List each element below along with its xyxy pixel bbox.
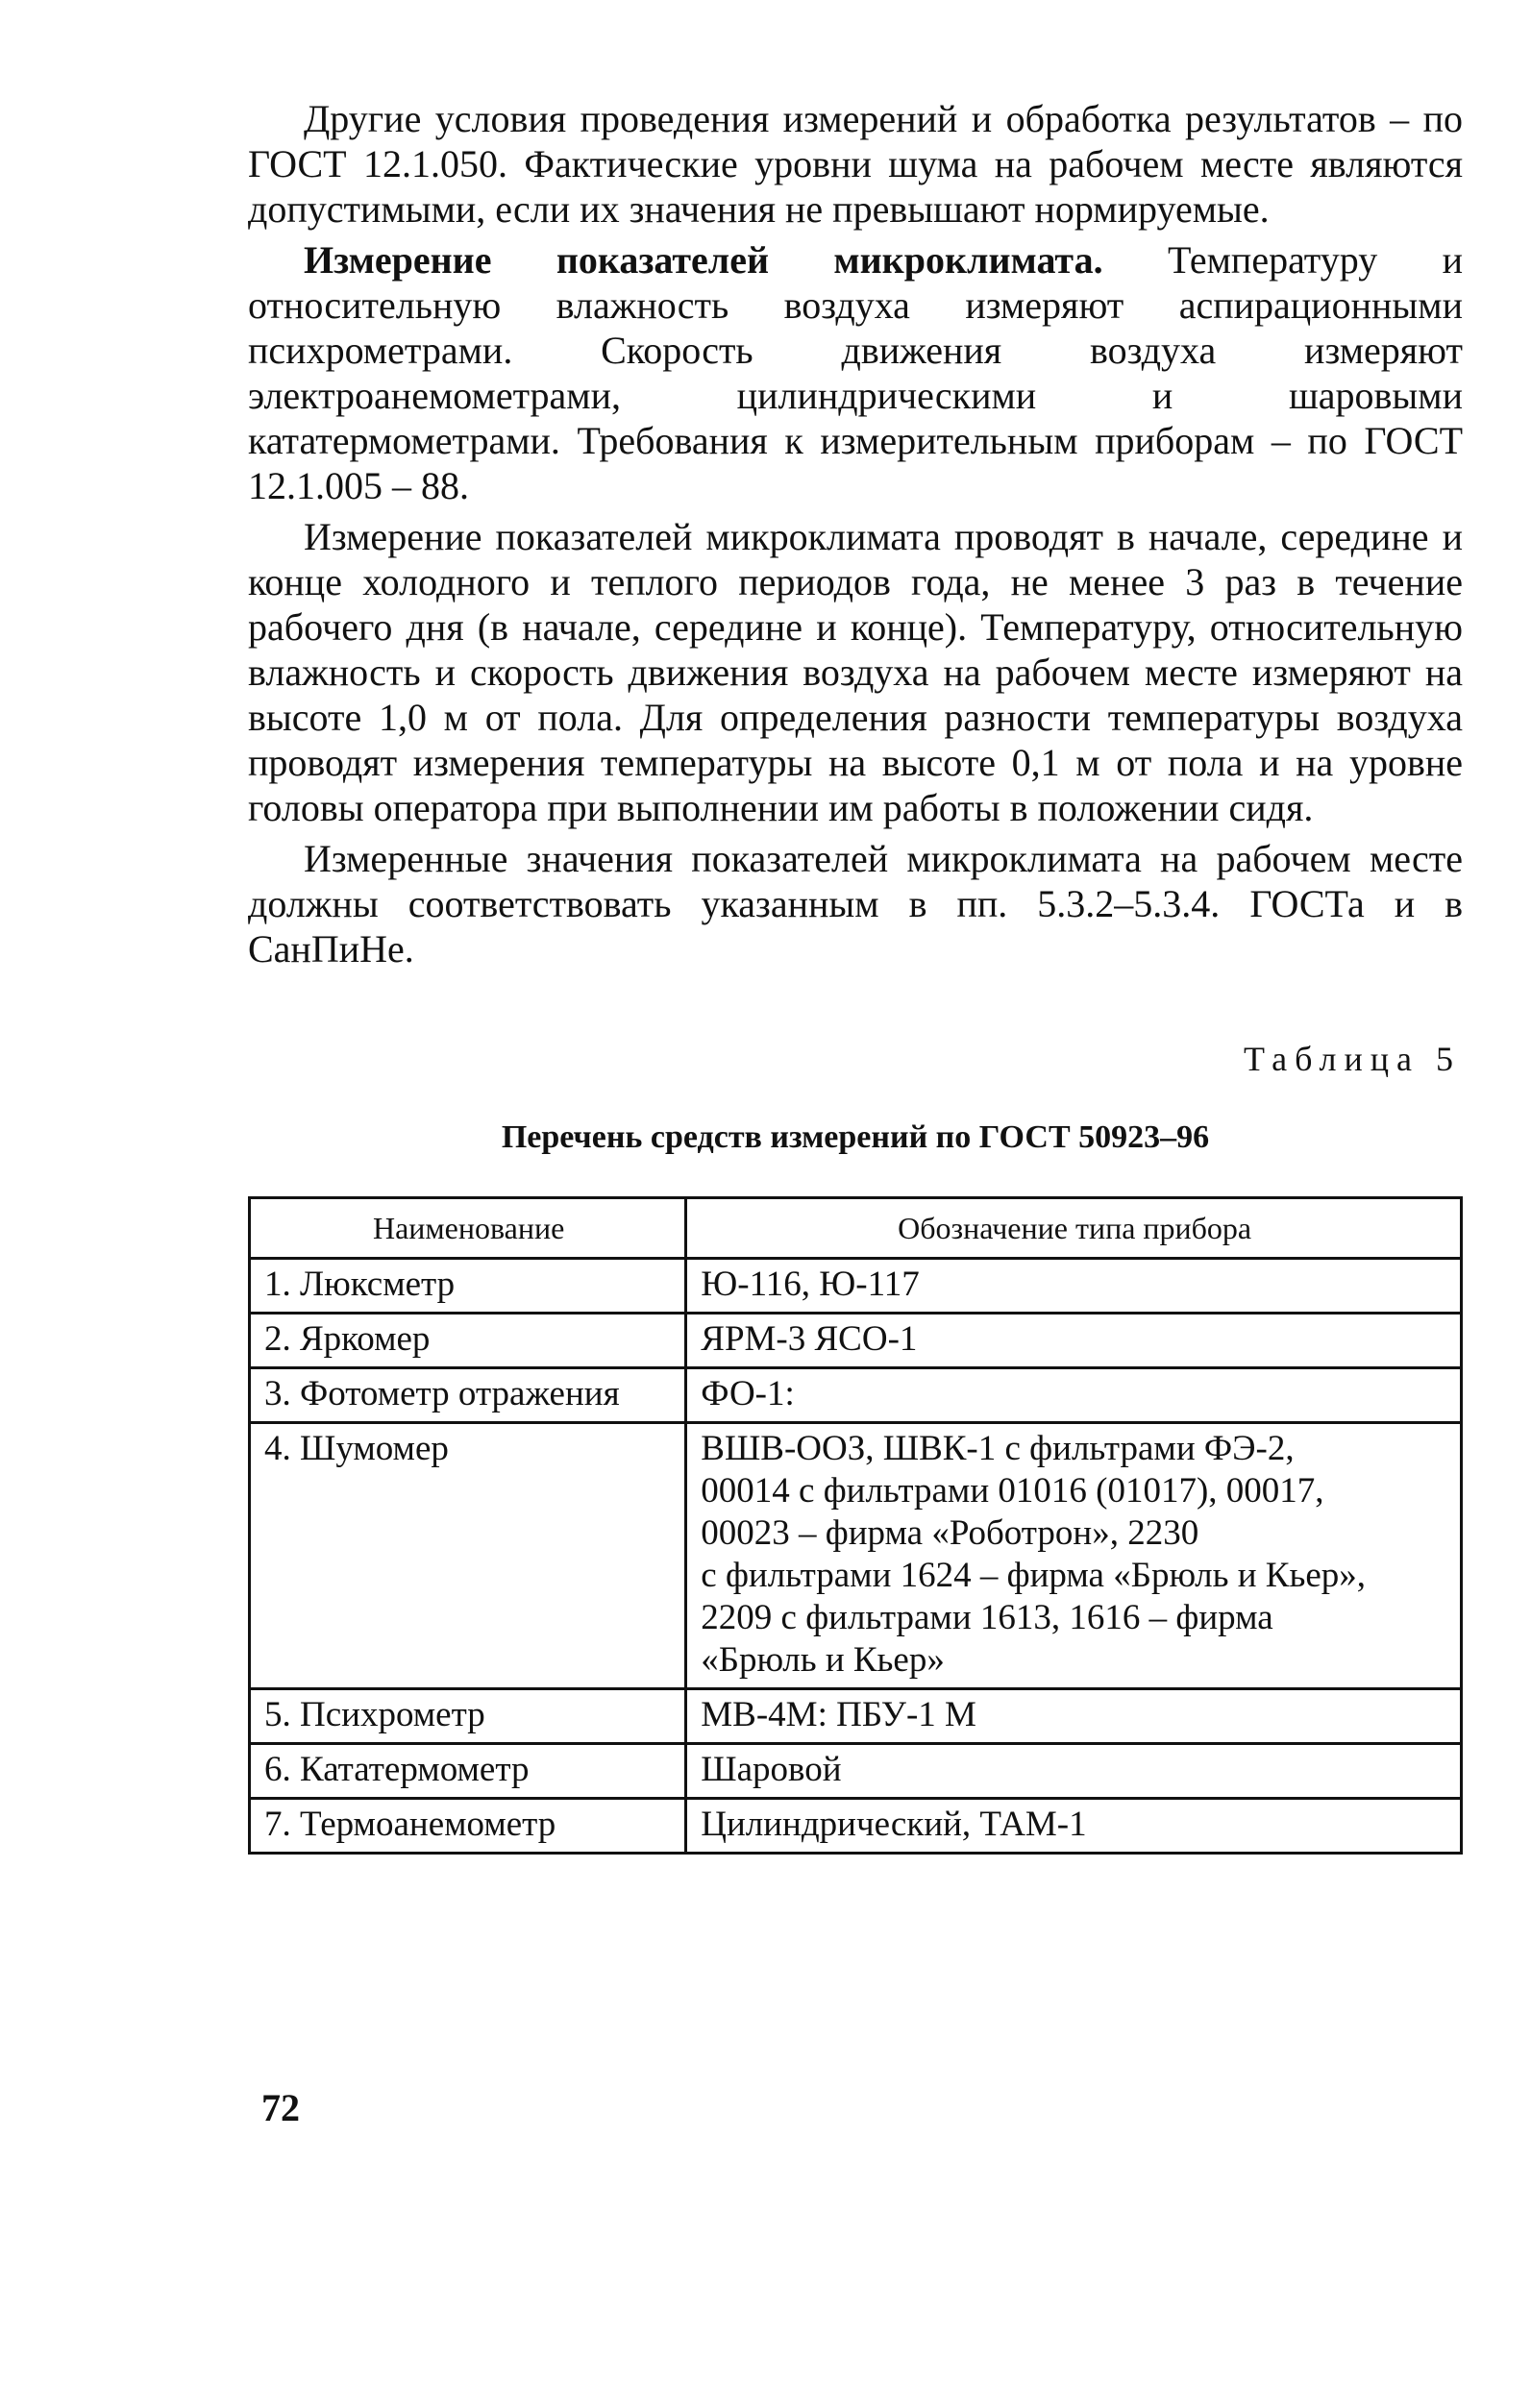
instrument-type-line: Ю-116, Ю-117 bbox=[701, 1265, 920, 1304]
table-body bbox=[250, 1259, 1462, 1854]
instrument-name: 5. Психрометр bbox=[250, 1689, 686, 1744]
table-row bbox=[250, 1799, 1462, 1854]
instrument-type bbox=[686, 1689, 1462, 1744]
instrument-type-line: с фильтрами 1624 – фирма «Брюль и Кьер», bbox=[701, 1556, 1367, 1595]
instrument-type-line: МВ-4М: ПБУ-1 М bbox=[701, 1695, 976, 1734]
paragraph-1-text: Другие условия проведения измерений и обработка результатов – по ГОСТ 12.1.050. Фактические уровни шума на рабочем месте являются допустимыми, если их значения не превышают нормируемые. bbox=[248, 97, 1463, 231]
instrument-type-line: 2209 с фильтрами 1613, 1616 – фирма bbox=[701, 1598, 1273, 1637]
instrument-name: 4. Шумомер bbox=[250, 1423, 686, 1689]
instrument-type bbox=[686, 1423, 1462, 1689]
instrument-type-line: Цилиндрический, ТАМ-1 bbox=[701, 1805, 1087, 1844]
table-title: Перечень средств измерений по ГОСТ 50923–96 bbox=[501, 1119, 1210, 1155]
instruments-table bbox=[248, 1196, 1463, 1855]
instrument-type-line: 00023 – фирма «Роботрон», 2230 bbox=[701, 1513, 1199, 1553]
instrument-type-line: ЯРМ-3 ЯСО-1 bbox=[701, 1319, 918, 1359]
table-header-row bbox=[250, 1198, 1462, 1259]
instrument-type bbox=[686, 1744, 1462, 1799]
instrument-name: 1. Люксметр bbox=[250, 1259, 686, 1314]
header-name: Наименование bbox=[250, 1198, 686, 1259]
header-type: Обозначение типа прибора bbox=[686, 1198, 1462, 1259]
instrument-name: 2. Яркомер bbox=[250, 1314, 686, 1368]
paragraph-3 bbox=[248, 514, 1463, 830]
instrument-type bbox=[686, 1259, 1462, 1314]
instrument-type bbox=[686, 1368, 1462, 1423]
paragraph-4-text: Измеренные значения показателей микроклимата на рабочем месте должны соответствовать указанным в пп. 5.3.2–5.3.4. ГОСТа и в СанПиНе. bbox=[248, 837, 1463, 971]
page-content bbox=[248, 96, 1463, 1855]
instrument-type-line: ФО-1: bbox=[701, 1374, 795, 1413]
paragraph-2-text: Температуру и относительную влажность воздуха измеряют аспирационными психрометрами. Скорость движения воздуха измеряют электроанемометрами, цилиндрическими и шаровыми кататермометрами. Требования к измерительным приборам – по ГОСТ 12.1.005 – 88. bbox=[248, 238, 1463, 507]
paragraph-2-bold: Измерение показателей микроклимата. bbox=[304, 238, 1103, 282]
table-caption: Таблица 5 bbox=[1244, 1040, 1461, 1078]
instrument-type bbox=[686, 1799, 1462, 1854]
table-row bbox=[250, 1314, 1462, 1368]
instrument-type-line: «Брюль и Кьер» bbox=[701, 1640, 945, 1680]
instrument-name: 3. Фотометр отражения bbox=[250, 1368, 686, 1423]
instrument-type-line: 00014 с фильтрами 01016 (01017), 00017, bbox=[701, 1471, 1324, 1511]
instrument-name: 6. Кататермометр bbox=[250, 1744, 686, 1799]
table-row bbox=[250, 1744, 1462, 1799]
paragraph-4 bbox=[248, 836, 1463, 971]
paragraph-3-text: Измерение показателей микроклимата проводят в начале, середине и конце холодного и теплого периодов года, не менее 3 раз в течение рабочего дня (в начале, середине и конце). Температуру, относительную влажность и скорость движения воздуха на рабочем месте измеряют на высоте 1,0 м от пола. Для определения разности температуры воздуха проводят измерения температуры на высоте 0,1 м от пола и на уровне головы оператора при выполнении им работы в положении сидя. bbox=[248, 515, 1463, 829]
instrument-type-line: Шаровой bbox=[701, 1750, 842, 1789]
table-row bbox=[250, 1689, 1462, 1744]
page-number: 72 bbox=[261, 2086, 300, 2129]
instrument-type bbox=[686, 1314, 1462, 1368]
paragraph-microclimate-measurement bbox=[248, 237, 1463, 508]
table-row bbox=[250, 1259, 1462, 1314]
instrument-name: 7. Термоанемометр bbox=[250, 1799, 686, 1854]
paragraph-1 bbox=[248, 96, 1463, 232]
table-row bbox=[250, 1423, 1462, 1689]
table-row bbox=[250, 1368, 1462, 1423]
instrument-type-line: ВШВ-ООЗ, ШВК-1 с фильтрами ФЭ-2, bbox=[701, 1429, 1295, 1468]
